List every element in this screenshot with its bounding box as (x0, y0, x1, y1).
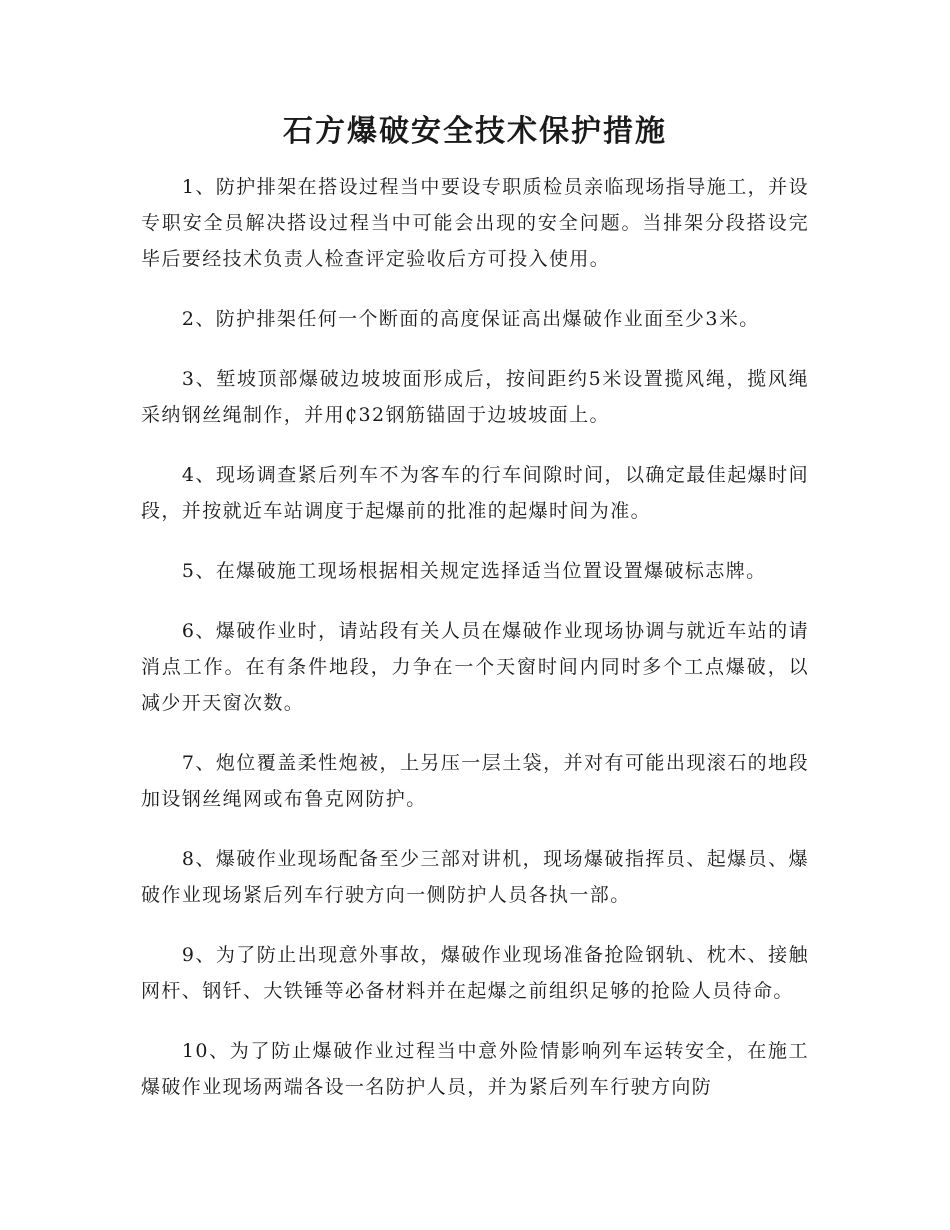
paragraph-9: 9、为了防止出现意外事故，爆破作业现场准备抢险钢轨、枕木、接触网杆、钢钎、大铁锤等必备材料并在起爆之前组织足够的抢险人员待命。 (141, 944, 809, 1002)
paragraph-2: 2、防护排架任何一个断面的高度保证高出爆破作业面至少3米。 (181, 308, 760, 330)
paragraph-1: 1、防护排架在搭设过程当中要设专职质检员亲临现场指导施工，并设专职安全员解决搭设过程当中可能会出现的安全问题。当排架分段搭设完毕后要经技术负责人检查评定验收后方可投入使用。 (141, 176, 809, 270)
paragraph-7: 7、炮位覆盖柔性炮被，上另压一层土袋，并对有可能出现滚石的地段加设钢丝绳网或布鲁克网防护。 (141, 752, 809, 810)
document-body (141, 169, 809, 1129)
paragraph-3: 3、堑坡顶部爆破边坡坡面形成后，按间距约5米设置揽风绳，揽风绳采纳钢丝绳制作，并用₵32钢筋锚固于边坡坡面上。 (141, 368, 809, 426)
paragraph-10: 10、为了防止爆破作业过程当中意外险情影响列车运转安全，在施工爆破作业现场两端各设一名防护人员，并为紧后列车行驶方向防 (141, 1040, 809, 1098)
paragraph-6: 6、爆破作业时，请站段有关人员在爆破作业现场协调与就近车站的请消点工作。在有条件地段，力争在一个天窗时间内同时多个工点爆破，以减少开天窗次数。 (141, 620, 809, 714)
paragraph-8: 8、爆破作业现场配备至少三部对讲机，现场爆破指挥员、起爆员、爆破作业现场紧后列车行驶方向一侧防护人员各执一部。 (141, 848, 809, 906)
paragraph-4: 4、现场调查紧后列车不为客车的行车间隙时间，以确定最佳起爆时间段，并按就近车站调度于起爆前的批准的起爆时间为准。 (141, 464, 809, 522)
document-title: 石方爆破安全技术保护措施 (283, 114, 667, 149)
paragraph-5: 5、在爆破施工现场根据相关规定选择适当位置设置爆破标志牌。 (181, 560, 767, 582)
